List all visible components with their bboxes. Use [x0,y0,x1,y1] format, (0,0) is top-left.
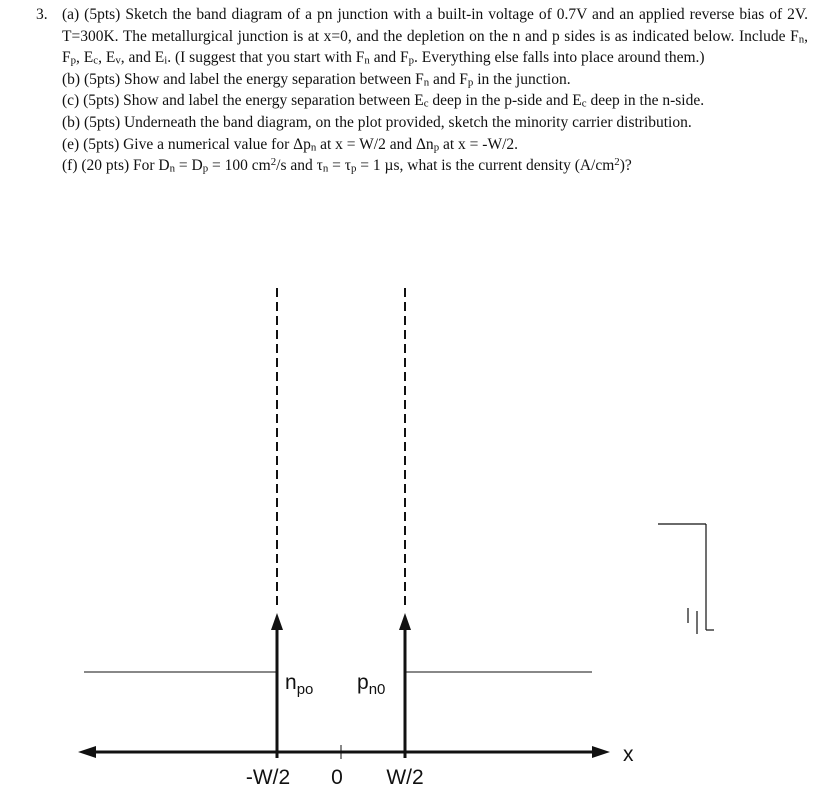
label-minus-w2: -W/2 [245,766,291,789]
part-e: (e) (5pts) Give a numerical value for $\Delta p_n$ at x = W/2 and $\Delta n_p$ at x = -W/2. [62,135,519,154]
arrow-up-right-icon [399,613,411,630]
part-c: (c) (5pts) Show and label the energy separation between $E_c$ deep in the p-side and $E_c$ deep in the n-side. [62,92,705,110]
label-npo: $n_{po}$ [285,671,314,698]
part-f: (f) (20 pts) For $D_n = D_p = 100$ $cm^2/s$ and $\tau_n = \tau_p = 1$ µs, what is the current density $(A/cm^2)$? [62,156,632,175]
axis-arrow-left-icon [78,746,96,758]
part-b2: (b) (5pts) Underneath the band diagram, on the plot provided, sketch the minority carrier distribution. [62,113,692,131]
label-x: x [623,743,634,766]
part-a: 3. (a) (5pts) Sketch the band diagram of a pn junction with a built-in voltage of 0.7V and an applied reverse bias of 2V. T=300K. The metallurgical junction is at x=0, and the depletion on the n and p sides is as indicated below. Include $F_n$, $F_p$, $E_c$, $E_v$, and $E_i$. (I suggest that you start with $F_n$ and $F_p$. Everything else falls into place around them.) [36,6,808,67]
label-zero: 0 [331,766,343,789]
axis-arrow-right-icon [592,746,610,758]
part-b1: (b) (5pts) Show and label the energy separation between $F_n$ and $F_p$ in the junction. [62,70,571,89]
problem-number: 3. [36,6,48,23]
arrow-up-left-icon [271,613,283,630]
label-w2: W/2 [386,766,424,789]
part-a-text: (a) (5pts) Sketch the band diagram of a pn junction with a built-in voltage of 0.7V and an applied reverse bias of 2V. T=300K. The metallurgical junction is at x=0, and the depletion on the n and p sides is as indicated below. Include F [62,6,808,45]
ground-symbol-icon [658,524,714,634]
label-pno: $p_{n0}$ [357,671,386,698]
